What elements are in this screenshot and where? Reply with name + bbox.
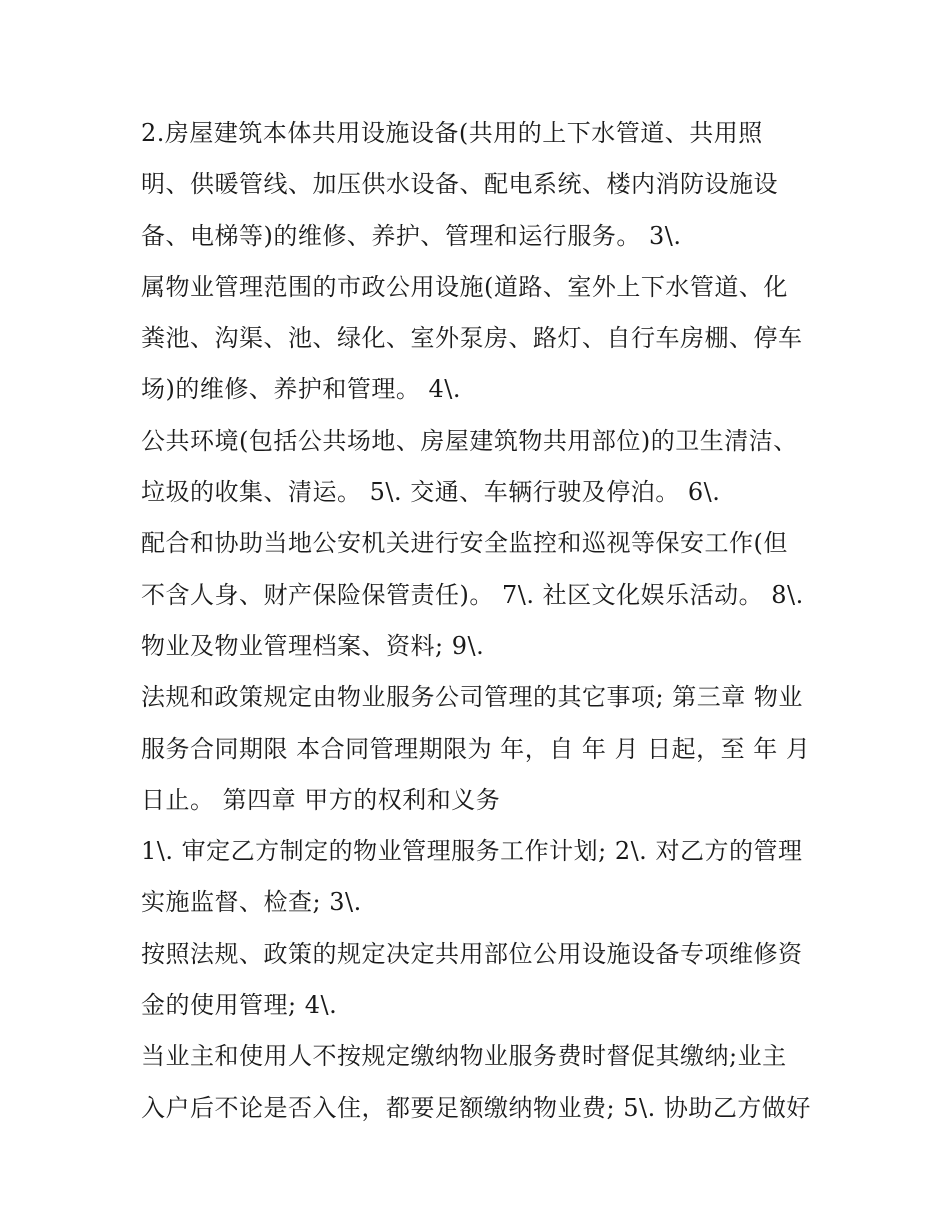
text-line: 不含人身、财产保险保管责任)。 7\. 社区文化娱乐活动。 8\. [141,580,804,609]
text-line: 1\. 审定乙方制定的物业管理服务工作计划; 2\. 对乙方的管理 [141,837,803,866]
text-line: 属物业管理范围的市政公用设施(道路、室外上下水管道、化 [141,272,788,301]
text-line: 服务合同期限 本合同管理期限为 年，自 年 月 日起，至 年 月 [141,734,811,763]
text-line: 入户后不论是否入住，都要足额缴纳物业费; 5\. 协助乙方做好 [141,1093,811,1122]
text-line: 场)的维修、养护和管理。 4\. [141,375,461,404]
text-line: 垃圾的收集、清运。 5\. 交通、车辆行驶及停泊。 6\. [141,478,721,507]
text-line: 2.房屋建筑本体共用设施设备(共用的上下水管道、共用照 [141,119,763,147]
text-line: 当业主和使用人不按规定缴纳物业服务费时督促其缴纳;业主 [141,1042,787,1071]
text-line: 物业及物业管理档案、资料; 9\. [141,631,485,660]
text-line: 明、供暖管线、加压供水设备、配电系统、楼内消防设施设 [141,170,778,199]
text-line: 配合和协助当地公安机关进行安全监控和巡视等保安工作(但 [141,529,788,558]
text-line: 粪池、沟渠、池、绿化、室外泵房、路灯、自行车房棚、停车 [141,324,803,353]
text-line: 备、电梯等)的维修、养护、管理和运行服务。 3\. [141,221,682,250]
text-line: 日止。 第四章 甲方的权利和义务 [141,785,501,814]
text-line: 按照法规、政策的规定决定共用部位公用设施设备专项维修资 [141,939,803,968]
text-line: 实施监督、检查; 3\. [141,888,362,917]
text-line: 金的使用管理; 4\. [141,991,338,1020]
document-body [141,108,821,1134]
text-line: 公共环境(包括公共场地、房屋建筑物共用部位)的卫生清洁、 [141,426,798,455]
text-line: 法规和政策规定由物业服务公司管理的其它事项; 第三章 物业 [141,683,803,712]
